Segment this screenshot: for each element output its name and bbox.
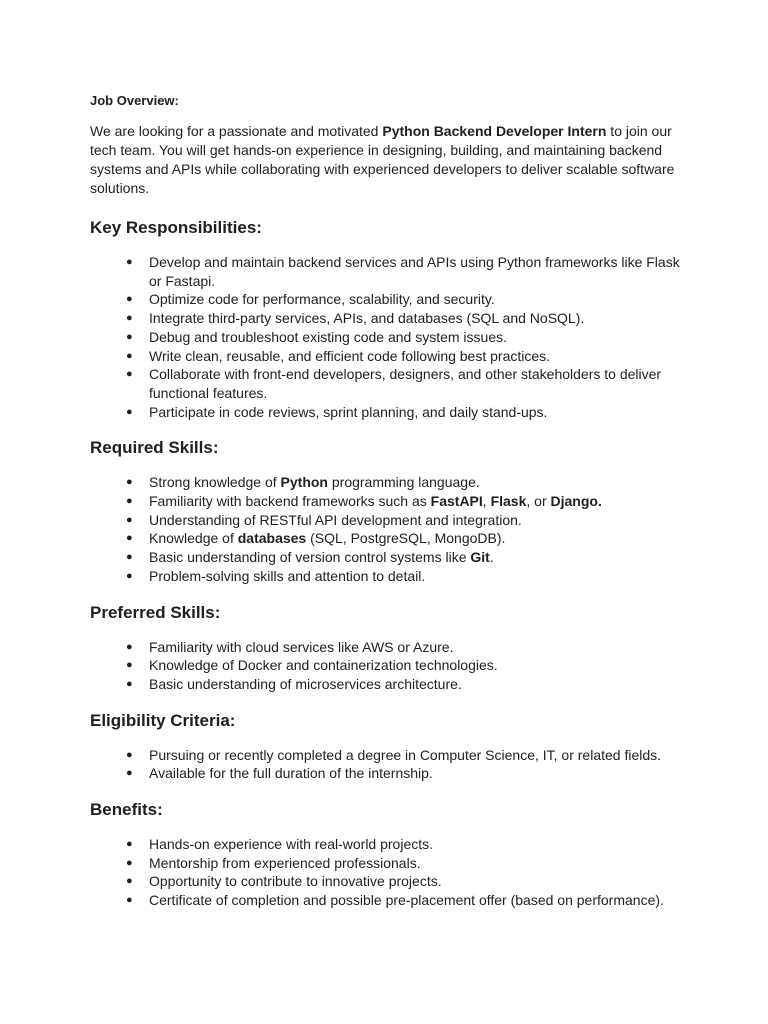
list-item — [90, 365, 689, 402]
list-item-text: Mentorship from experienced professionals. — [149, 854, 421, 871]
list-item-text: Write clean, reusable, and efficient code following best practices. — [149, 347, 551, 364]
list-item — [90, 835, 689, 854]
list-item-bold-text: Django. — [550, 493, 602, 510]
intro-job-title: Python Backend Developer Intern — [382, 123, 607, 139]
list-item — [90, 473, 689, 492]
list-item — [90, 492, 689, 511]
responsibilities-list — [90, 253, 688, 421]
bullet-icon: ● — [126, 532, 133, 545]
list-item-text: Understanding of RESTful API development and integration. — [149, 511, 522, 528]
bullet-icon: ● — [126, 640, 133, 653]
intro-text-end: to join our tech team. You will get hands-on experience in designing, building, and maintaining backend systems and APIs while collaborating with experienced developers to deliver scalable software solutions. — [90, 123, 675, 196]
bullet-icon: ● — [126, 856, 133, 869]
intro-text-start: We are looking for a passionate and motivated — [90, 123, 383, 139]
list-item-text: Basic understanding of microservices architecture. — [149, 675, 462, 692]
list-item-text: Familiarity with cloud services like AWS or Azure. — [149, 638, 454, 655]
bullet-icon: ● — [126, 293, 133, 306]
list-item — [90, 403, 689, 422]
list-item-bold-text: Flask — [490, 493, 527, 510]
list-item-text: Debug and troubleshoot existing code and system issues. — [149, 328, 507, 345]
preferred-skills-list — [90, 638, 688, 694]
list-item — [90, 854, 689, 873]
list-item-text: , or — [526, 493, 551, 510]
eligibility-heading: Eligibility Criteria: — [90, 710, 236, 730]
bullet-icon: ● — [126, 569, 133, 582]
benefits-list — [90, 835, 688, 910]
bullet-icon: ● — [126, 838, 133, 851]
list-item — [90, 511, 689, 530]
list-item-text: Hands-on experience with real-world projects. — [149, 836, 434, 853]
bullet-icon: ● — [126, 875, 133, 888]
list-item-text: Knowledge of — [149, 530, 238, 547]
list-item-text: Develop and maintain backend services and APIs using Python frameworks like Flask or Fastapi. — [149, 254, 680, 289]
bullet-icon: ● — [126, 256, 133, 268]
job-overview-text — [90, 122, 680, 198]
list-item-bold-text: FastAPI — [430, 493, 483, 510]
list-item — [90, 872, 689, 891]
list-item — [90, 764, 689, 783]
list-item-text: Familiarity with backend frameworks such as — [149, 493, 431, 510]
list-item-bold-text: Python — [280, 474, 328, 491]
required-skills-list — [90, 473, 688, 585]
bullet-icon: ● — [126, 894, 133, 907]
list-item-text: (SQL, PostgreSQL, MongoDB). — [306, 530, 506, 547]
list-item-text: Problem-solving skills and attention to detail. — [149, 567, 426, 584]
list-item-bold-text: databases — [237, 530, 307, 547]
bullet-icon: ● — [126, 349, 133, 362]
list-item — [90, 567, 689, 586]
responsibilities-heading: Key Responsibilities: — [90, 218, 262, 237]
bullet-icon: ● — [126, 476, 133, 489]
list-item-text: Available for the full duration of the internship. — [149, 765, 433, 782]
list-item — [90, 675, 689, 694]
bullet-icon: ● — [126, 551, 133, 564]
bullet-icon: ● — [126, 495, 133, 508]
list-item — [90, 891, 689, 910]
sections-container — [90, 218, 688, 910]
list-item-text: Integrate third-party services, APIs, and databases (SQL and NoSQL). — [149, 310, 585, 327]
list-item-text: Opportunity to contribute to innovative projects. — [149, 873, 442, 890]
list-item-text: Optimize code for performance, scalability, and security. — [149, 291, 495, 308]
list-item — [90, 290, 689, 309]
bullet-icon: ● — [126, 767, 133, 780]
list-item — [90, 328, 689, 347]
list-item-text: Participate in code reviews, sprint planning, and daily stand-ups. — [149, 403, 548, 420]
bullet-icon: ● — [126, 368, 133, 381]
list-item-text: . — [489, 549, 494, 566]
list-item-bold-text: Git — [470, 549, 490, 566]
list-item-text: Certificate of completion and possible pre-placement offer (based on performance). — [149, 892, 664, 909]
list-item-text: programming language. — [327, 474, 480, 491]
benefits-heading: Benefits: — [90, 800, 163, 820]
list-item — [90, 638, 689, 657]
bullet-icon: ● — [126, 748, 133, 761]
bullet-icon: ● — [126, 513, 133, 526]
list-item — [90, 548, 689, 567]
list-item — [90, 656, 689, 675]
bullet-icon: ● — [126, 659, 133, 672]
job-overview-heading: Job Overview: — [90, 93, 179, 108]
list-item — [90, 347, 689, 366]
bullet-icon: ● — [126, 677, 133, 690]
list-item — [90, 529, 689, 548]
preferred-skills-heading: Preferred Skills: — [90, 602, 221, 622]
list-item-text: Strong knowledge of — [149, 474, 281, 491]
list-item — [90, 746, 689, 765]
list-item-text: Pursuing or recently completed a degree in Computer Science, IT, or related fields. — [149, 746, 662, 763]
eligibility-list — [90, 746, 688, 783]
list-item-text: Collaborate with front-end developers, designers, and other stakeholders to deliver functional features. — [149, 366, 662, 401]
list-item — [90, 309, 689, 328]
list-item-text: Basic understanding of version control systems like — [149, 549, 471, 566]
list-item-text: Knowledge of Docker and containerization technologies. — [149, 657, 498, 674]
list-item — [90, 253, 689, 290]
bullet-icon: ● — [126, 312, 133, 325]
bullet-icon: ● — [126, 330, 133, 343]
required-skills-heading: Required Skills: — [90, 438, 219, 458]
bullet-icon: ● — [126, 405, 133, 418]
list-item-text: , — [482, 493, 491, 510]
